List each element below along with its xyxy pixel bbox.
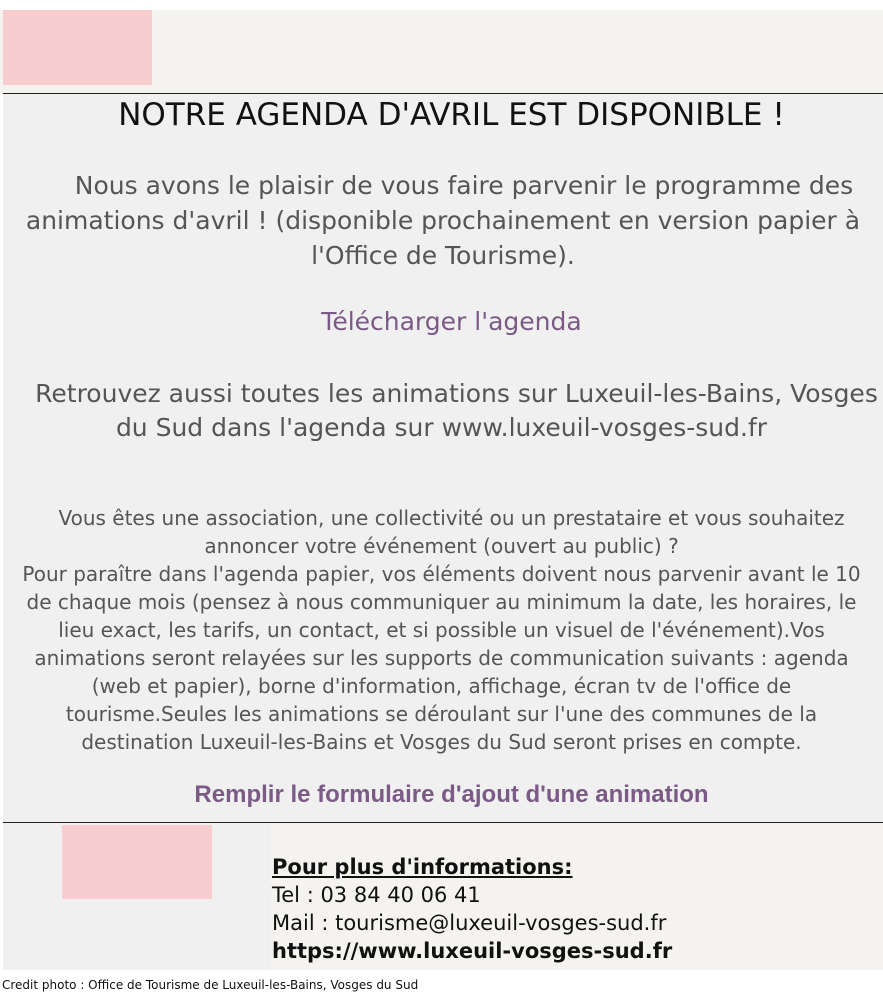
contact-block [272, 853, 672, 965]
association-line: (web et papier), borne d'information, affichage, écran tv de l'office de [91, 674, 792, 698]
intro-paragraph [3, 168, 883, 273]
contact-title: Pour plus d'informations: [272, 855, 573, 879]
association-line: tourisme.Seules les animations se déroulant sur l'une des communes de la [65, 702, 818, 726]
intro-line: animations d'avril ! (disponible prochainement en version papier à [25, 206, 861, 235]
website-paragraph [0, 377, 883, 445]
intro-line: l'Office de Tourisme). [311, 241, 575, 270]
footer-image-placeholder [62, 825, 212, 899]
association-line: de chaque mois (pensez à nous communiquer au minimum la date, les horaires, le [26, 590, 857, 614]
photo-credit: Credit photo : Office de Tourisme de Luxeuil-les-Bains, Vosges du Sud [2, 978, 419, 992]
page-title: NOTRE AGENDA D'AVRIL EST DISPONIBLE ! [118, 97, 785, 133]
website-line: Retrouvez aussi toutes les animations sur Luxeuil-les-Bains, Vosges [35, 379, 878, 408]
association-line: annoncer votre événement (ouvert au public) ? [204, 534, 679, 558]
association-line: animations seront relayées sur les supports de communication suivants : agenda [34, 646, 849, 670]
association-line: lieu exact, les tarifs, un contact, et si possible un visuel de l'événement).Vos [58, 618, 825, 642]
association-line: Vous êtes une association, une collectivité ou un prestataire et vous souhaitez [58, 506, 845, 530]
add-animation-form-link[interactable]: Remplir le formulaire d'ajout d'une animation [194, 781, 709, 808]
contact-phone: Tel : 03 84 40 06 41 [272, 883, 481, 907]
association-paragraph [0, 504, 883, 756]
association-line: Pour paraître dans l'agenda papier, vos éléments doivent nous parvenir avant le 10 [22, 562, 861, 586]
website-line: du Sud dans l'agenda sur www.luxeuil-vosges-sud.fr [115, 413, 768, 442]
association-line: destination Luxeuil-les-Bains et Vosges du Sud seront prises en compte. [81, 730, 802, 754]
contact-website-link[interactable]: https://www.luxeuil-vosges-sud.fr [272, 939, 673, 963]
header-image-placeholder [3, 10, 152, 85]
intro-line: Nous avons le plaisir de vous faire parvenir le programme des [74, 171, 854, 200]
download-agenda-link[interactable]: Télécharger l'agenda [321, 307, 582, 336]
contact-email[interactable]: Mail : tourisme@luxeuil-vosges-sud.fr [272, 911, 667, 935]
